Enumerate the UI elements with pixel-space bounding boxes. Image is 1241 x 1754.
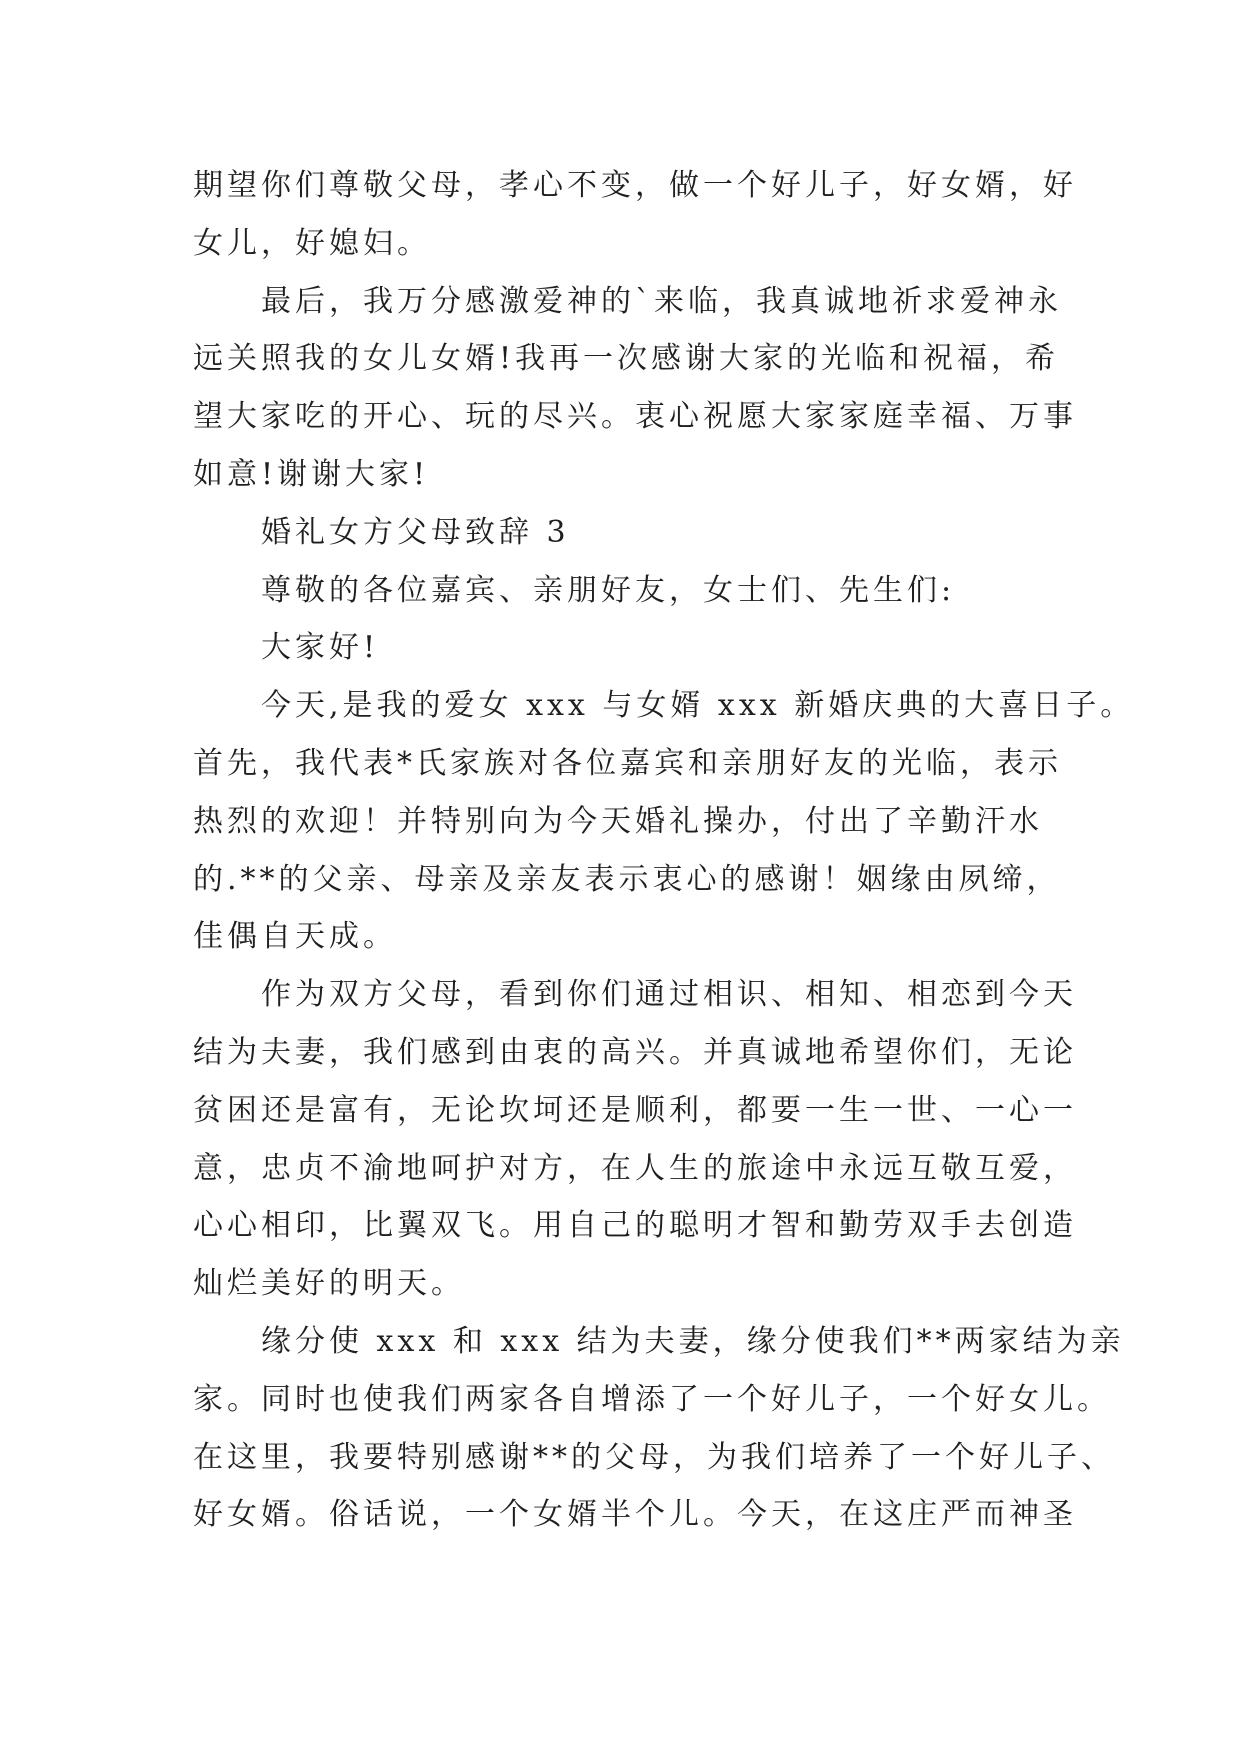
text-line: 首先，我代表*氏家族对各位嘉宾和亲朋好友的光临，表示 bbox=[193, 745, 1062, 781]
text-line: 今天,是我的爱女 xxx 与女婿 xxx 新婚庆典的大喜日子。 bbox=[261, 688, 1135, 724]
text-line: 热烈的欢迎！并特别向为今天婚礼操办，付出了辛勤汗水 bbox=[193, 803, 1043, 839]
text-line: 最后，我万分感激爱神的`来临，我真诚地祈求爱神永 bbox=[261, 283, 1062, 319]
text-line: 家。同时也使我们两家各自增添了一个好儿子，一个好女儿。 bbox=[193, 1381, 1111, 1417]
text-line: 好女婿。俗话说，一个女婿半个儿。今天，在这庄严而神圣 bbox=[193, 1497, 1077, 1533]
text-line: 女儿，好媳妇。 bbox=[193, 225, 431, 261]
text-line: 如意!谢谢大家! bbox=[193, 456, 430, 492]
greeting: 大家好! bbox=[261, 630, 380, 666]
text-line: 的.**的父亲、母亲及亲友表示衷心的感谢！姻缘由夙缔， bbox=[193, 861, 1061, 897]
text-line: 佳偶自天成。 bbox=[193, 919, 397, 955]
text-line: 远关照我的女儿女婿!我再一次感谢大家的光临和祝福，希 bbox=[193, 341, 1060, 377]
text-line: 贫困还是富有，无论坎坷还是顺利，都要一生一世、一心一 bbox=[193, 1092, 1077, 1128]
section-heading: 婚礼女方父母致辞 3 bbox=[261, 514, 570, 550]
text-line: 灿烂美好的明天。 bbox=[193, 1266, 465, 1302]
document-body bbox=[193, 157, 1135, 1544]
text-line: 缘分使 xxx 和 xxx 结为夫妻，缘分使我们**两家结为亲 bbox=[261, 1323, 1125, 1359]
text-line: 在这里，我要特别感谢**的父母，为我们培养了一个好儿子、 bbox=[193, 1439, 1115, 1475]
text-line: 期望你们尊敬父母，孝心不变，做一个好儿子，好女婿，好 bbox=[193, 168, 1077, 203]
salutation: 尊敬的各位嘉宾、亲朋好友，女士们、先生们: bbox=[261, 572, 956, 608]
text-line: 望大家吃的开心、玩的尽兴。衷心祝愿大家家庭幸福、万事 bbox=[193, 399, 1077, 435]
text-line: 结为夫妻，我们感到由衷的高兴。并真诚地希望你们，无论 bbox=[193, 1034, 1077, 1070]
text-line: 意，忠贞不渝地呵护对方，在人生的旅途中永远互敬互爱， bbox=[193, 1150, 1077, 1186]
text-line: 作为双方父母，看到你们通过相识、相知、相恋到今天 bbox=[261, 977, 1077, 1013]
text-line: 心心相印，比翼双飞。用自己的聪明才智和勤劳双手去创造 bbox=[193, 1208, 1077, 1244]
